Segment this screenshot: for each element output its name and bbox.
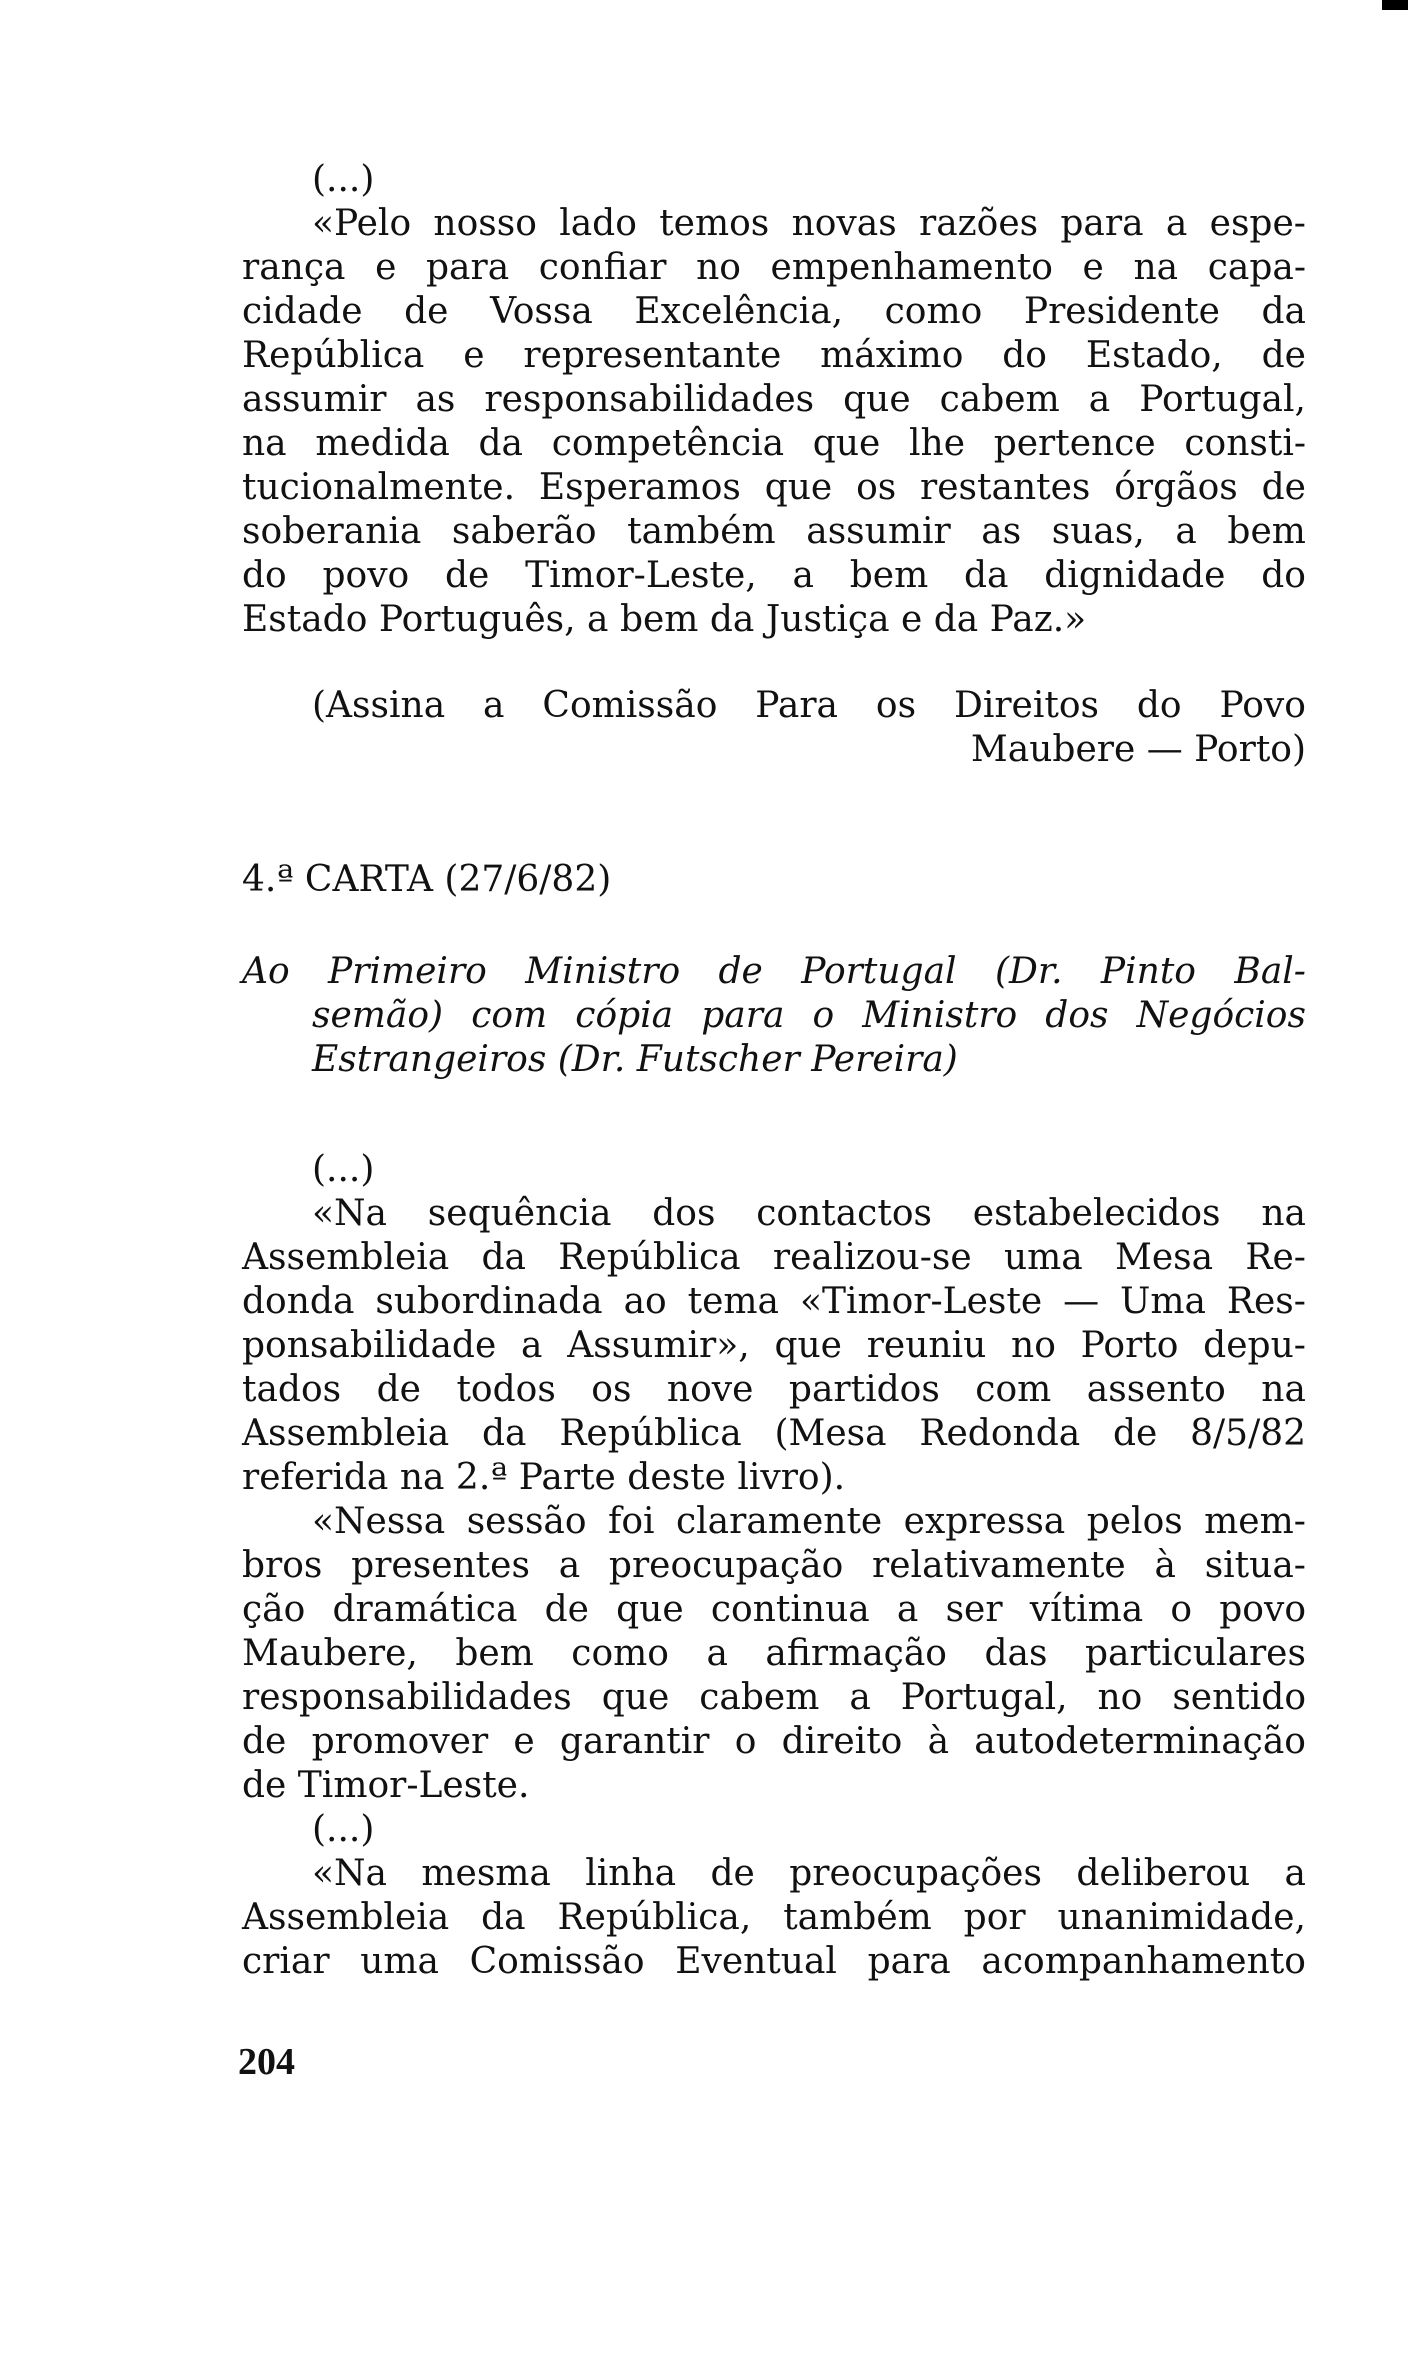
scan-corner-mark <box>1382 0 1408 10</box>
ellipsis-marker: (...) <box>312 1809 375 1850</box>
text-line: «Na sequência dos contactos estabelecidos na <box>312 1193 1306 1234</box>
text-line: referida na 2.ª Parte deste livro). <box>242 1457 846 1498</box>
text-line: de Timor-Leste. <box>242 1765 530 1806</box>
ellipsis-marker: (...) <box>312 159 375 200</box>
text-line: ção dramática de que continua a ser vítima o povo <box>242 1589 1306 1630</box>
text-line: tados de todos os nove partidos com assento na <box>242 1369 1306 1410</box>
text-line: donda subordinada ao tema «Timor-Leste — Uma Res- <box>242 1281 1306 1322</box>
letter-heading: 4.ª CARTA (27/6/82) <box>242 859 612 900</box>
addressee-line: Ao Primeiro Ministro de Portugal (Dr. Pinto Bal- <box>242 951 1306 992</box>
text-line: Maubere, bem como a afirmação das particulares <box>242 1633 1306 1674</box>
text-line: Assembleia da República realizou-se uma Mesa Re- <box>242 1237 1306 1278</box>
text-line: assumir as responsabilidades que cabem a Portugal, <box>242 379 1306 420</box>
signature-line: (Assina a Comissão Para os Direitos do Povo <box>312 685 1306 726</box>
text-line: Assembleia da República (Mesa Redonda de 8/5/82 <box>242 1413 1306 1454</box>
text-line: rança e para confiar no empenhamento e na capa- <box>242 247 1306 288</box>
text-line: «Nessa sessão foi claramente expressa pelos mem- <box>312 1501 1306 1542</box>
text-line: tucionalmente. Esperamos que os restantes órgãos de <box>242 467 1306 508</box>
ellipsis-marker: (...) <box>312 1149 375 1190</box>
addressee-line: Estrangeiros (Dr. Futscher Pereira) <box>312 1039 958 1080</box>
text-line: cidade de Vossa Excelência, como Presidente da <box>242 291 1306 332</box>
text-line: República e representante máximo do Estado, de <box>242 335 1306 376</box>
text-line: bros presentes a preocupação relativamente à situa- <box>242 1545 1306 1586</box>
text-line: de promover e garantir o direito à autodeterminação <box>242 1721 1306 1762</box>
text-line: Assembleia da República, também por unanimidade, <box>242 1897 1306 1938</box>
text-line: criar uma Comissão Eventual para acompanhamento <box>242 1941 1306 1982</box>
text-line: na medida da competência que lhe pertence consti- <box>242 423 1306 464</box>
page-number: 204 <box>238 2041 295 2083</box>
signature-line: Maubere — Porto) <box>970 729 1306 770</box>
addressee-line: semão) com cópia para o Ministro dos Negócios <box>312 995 1306 1036</box>
text-line: do povo de Timor-Leste, a bem da dignidade do <box>242 555 1306 596</box>
text-line: Estado Português, a bem da Justiça e da Paz.» <box>242 599 1087 640</box>
text-line: «Na mesma linha de preocupações deliberou a <box>312 1853 1306 1894</box>
text-line: ponsabilidade a Assumir», que reuniu no Porto depu- <box>242 1325 1306 1366</box>
text-line: responsabilidades que cabem a Portugal, no sentido <box>242 1677 1306 1718</box>
text-line: soberania saberão também assumir as suas, a bem <box>242 511 1306 552</box>
text-line: «Pelo nosso lado temos novas razões para a espe- <box>312 203 1306 244</box>
